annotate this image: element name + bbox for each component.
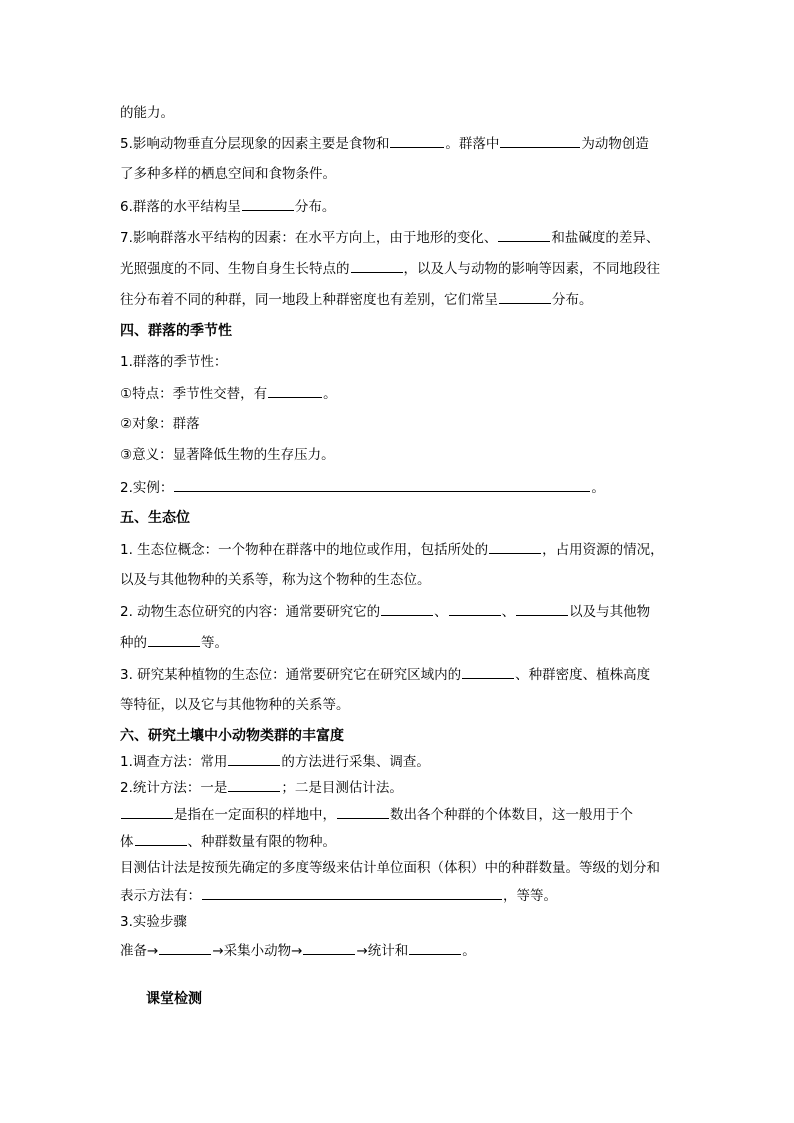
text: 。 — [462, 943, 476, 959]
text: 分布。 — [552, 292, 593, 308]
text: 。 — [591, 480, 605, 496]
fill-blank — [159, 940, 211, 955]
text: 2.统计方法：一是 — [120, 780, 228, 796]
text: 分布。 — [294, 199, 336, 215]
text: 1. 生态位概念：一个物种在群落中的地位或作用，包括所处的 — [120, 542, 489, 558]
text-line — [120, 912, 680, 932]
fill-blank — [228, 777, 280, 792]
section-heading — [120, 726, 680, 746]
text: 等特征，以及它与其他物种的关系等。 — [120, 697, 350, 713]
text: 、 — [434, 604, 448, 620]
text-line — [120, 289, 680, 310]
text: →采集小动物→ — [212, 943, 303, 959]
text: 目测估计法是按预先确定的多度等级来估计单位面积（体积）中的种群数量。等级的划分和 — [120, 860, 660, 876]
section-heading — [120, 321, 680, 341]
fill-blank — [500, 133, 580, 148]
text: ①特点：季节性交替，有 — [120, 386, 268, 402]
fill-blank — [337, 804, 389, 819]
text: 、种群密度、植株高度 — [515, 667, 651, 683]
text: ，占用资源的情况， — [542, 542, 664, 558]
text-line — [120, 695, 680, 715]
text: 的方法进行采集、调查。 — [281, 754, 430, 770]
text: 是指在一定面积的样地中， — [174, 807, 336, 823]
fill-blank — [381, 601, 433, 616]
text-line — [120, 885, 680, 906]
fill-blank — [449, 601, 501, 616]
text: 的能力。 — [120, 105, 174, 121]
fill-blank — [462, 664, 514, 679]
fill-blank — [242, 196, 294, 211]
fill-blank — [268, 383, 322, 398]
fill-blank — [135, 831, 187, 846]
text-line — [120, 103, 680, 123]
text: ②对象：群落 — [120, 416, 200, 432]
section-heading — [120, 508, 680, 528]
text: 光照强度的不同、生物自身生长特点的 — [120, 261, 350, 277]
text-line — [120, 477, 680, 498]
text-line — [120, 258, 680, 279]
text-line — [120, 831, 680, 852]
text-line — [120, 804, 680, 825]
text-line — [120, 940, 680, 961]
text: 1.调查方法：常用 — [120, 754, 228, 770]
fill-blank — [390, 133, 444, 148]
text: ③意义：显著降低生物的生存压力。 — [120, 447, 335, 463]
text: 以及与其他物 — [569, 604, 651, 620]
text: 五、生态位 — [120, 510, 190, 526]
text: 了多种多样的栖息空间和食物条件。 — [120, 166, 336, 182]
text-line — [120, 414, 680, 434]
text: 、种群数量有限的物种。 — [187, 834, 336, 850]
text: 。群落中 — [445, 136, 500, 152]
text-line — [120, 352, 680, 372]
text-line — [120, 664, 680, 685]
text: ，以及人与动物的影响等因素，不同地段往 — [403, 261, 660, 277]
text: ，等等。 — [503, 888, 557, 904]
text-line — [120, 632, 680, 653]
fill-blank — [498, 227, 550, 242]
fill-blank — [303, 940, 355, 955]
text: 3.实验步骤 — [120, 914, 187, 930]
text: →统计和 — [356, 943, 409, 959]
fill-blank — [409, 940, 461, 955]
text: 种的 — [120, 635, 147, 651]
text: 和盐碱度的差异、 — [551, 230, 660, 246]
text-line — [120, 383, 680, 404]
text-line — [120, 570, 680, 590]
text: 3. 研究某种植物的生态位：通常要研究它在研究区域内的 — [120, 667, 462, 683]
text-line — [120, 858, 680, 878]
text-line — [120, 777, 680, 798]
text: 六、研究土壤中小动物类群的丰富度 — [120, 728, 344, 744]
text: 2.实例： — [120, 480, 174, 496]
fill-blank — [148, 632, 200, 647]
text: 准备→ — [120, 943, 159, 959]
fill-blank — [174, 477, 590, 492]
text: 7.影响群落水平结构的因素：在水平方向上，由于地形的变化、 — [120, 230, 498, 246]
text: 为动物创造 — [581, 136, 649, 152]
text: 往分布着不同的种群，同一地段上种群密度也有差别，它们常呈 — [120, 292, 498, 308]
text: 5.影响动物垂直分层现象的因素主要是食物和 — [120, 136, 390, 152]
fill-blank — [202, 885, 502, 900]
text: ；二是目测估计法。 — [281, 780, 403, 796]
text: 、 — [501, 604, 516, 620]
fill-blank — [499, 289, 551, 304]
text: 四、群落的季节性 — [120, 323, 232, 339]
fill-blank — [228, 751, 280, 766]
text-line — [120, 445, 680, 465]
fill-blank — [351, 258, 403, 273]
text-line — [120, 227, 680, 248]
fill-blank — [489, 539, 541, 554]
text: 数出各个种群的个体数目，这一般用于个 — [390, 807, 633, 823]
text: 1.群落的季节性： — [120, 354, 228, 370]
fill-blank — [516, 601, 568, 616]
text: 等。 — [201, 635, 228, 651]
text: 。 — [323, 386, 337, 402]
section-title: 课堂检测 — [146, 991, 202, 1007]
text: 体 — [120, 834, 134, 850]
text-line — [120, 196, 680, 217]
text-line — [120, 164, 680, 184]
text-line — [120, 539, 680, 560]
text-line — [120, 133, 680, 154]
fill-blank — [121, 804, 173, 819]
text: 6.群落的水平结构呈 — [120, 199, 241, 215]
text: 表示方法有： — [120, 888, 201, 904]
text-line — [120, 601, 680, 622]
text-line — [120, 751, 680, 772]
text: 以及与其他物种的关系等，称为这个物种的生态位。 — [120, 572, 431, 588]
text: 2. 动物生态位研究的内容：通常要研究它的 — [120, 604, 381, 620]
